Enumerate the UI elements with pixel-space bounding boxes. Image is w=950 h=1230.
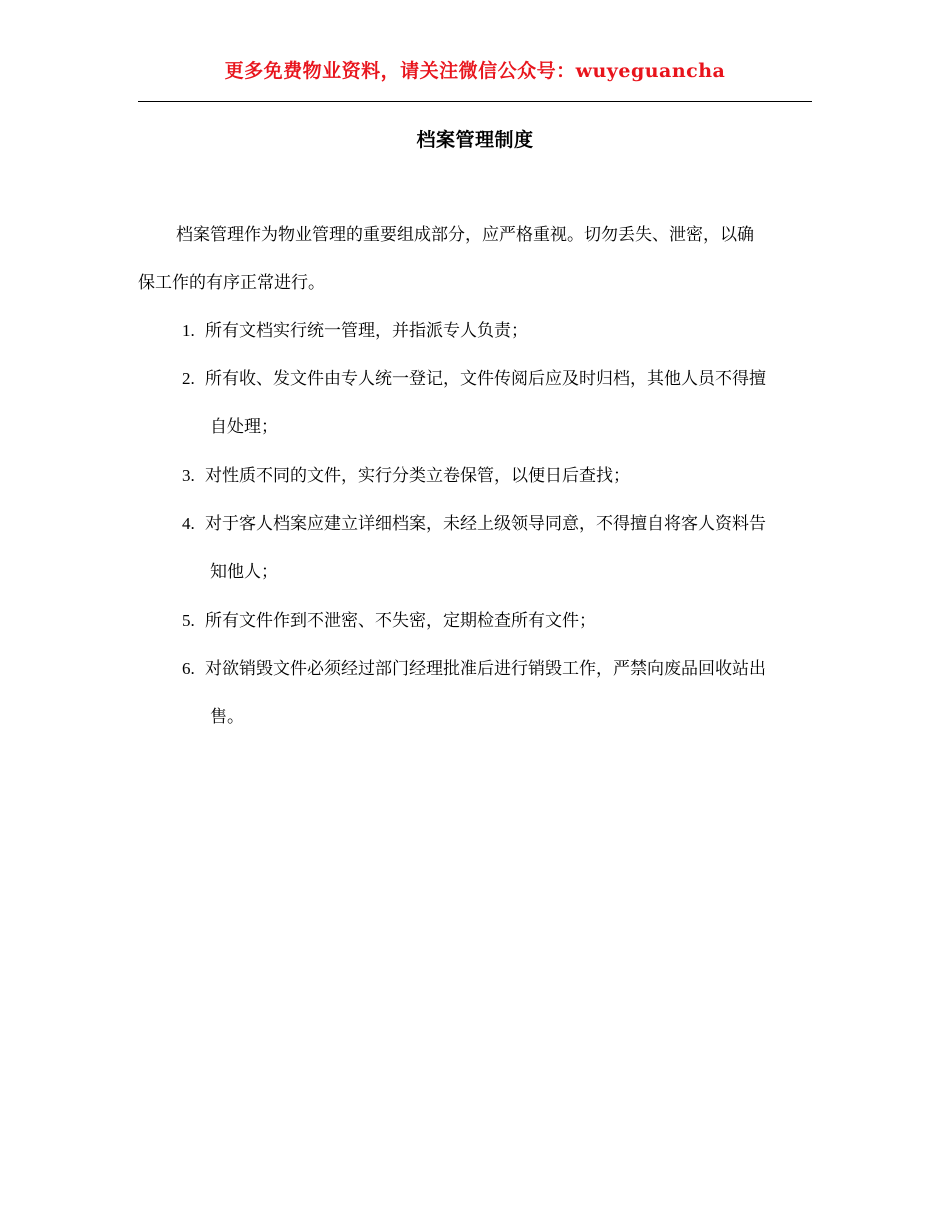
list-item-text: 所有文档实行统一管理，并指派专人负责； (205, 321, 528, 341)
list-item-text: 所有收、发文件由专人统一登记，文件传阅后应及时归档，其他人员不得擅 (205, 369, 766, 389)
list-item-text: 对于客人档案应建立详细档案，未经上级领导同意，不得擅自将客人资料告 (205, 514, 766, 534)
list-item-number: 4. (182, 514, 195, 533)
header-divider (138, 101, 812, 102)
list-item-number: 5. (182, 611, 195, 630)
list-item-text-continued: 售。 (210, 707, 244, 727)
intro-paragraph-line-1: 档案管理作为物业管理的重要组成部分，应严格重视。切勿丢失、泄密，以确 (176, 225, 754, 245)
list-item-number: 1. (182, 321, 195, 340)
list-item-text: 对性质不同的文件，实行分类立卷保管，以便日后查找； (205, 466, 630, 486)
document-title: 档案管理制度 (416, 129, 534, 151)
list-item-number: 3. (182, 466, 195, 485)
header-promo-text: 更多免费物业资料，请关注微信公众号：wuyeguancha (224, 60, 726, 82)
list-item (182, 307, 812, 355)
list-item (182, 355, 812, 451)
intro-paragraph-line-2: 保工作的有序正常进行。 (138, 273, 325, 293)
list-item (182, 500, 812, 596)
list-item-text-continued: 知他人； (210, 562, 278, 582)
list-item-text: 对欲销毁文件必须经过部门经理批准后进行销毁工作，严禁向废品回收站出 (205, 659, 766, 679)
list-item (182, 597, 812, 645)
list-item (182, 452, 812, 500)
list-item-text-continued: 自处理； (210, 417, 278, 437)
list-item (182, 645, 812, 741)
list-item-text: 所有文件作到不泄密、不失密，定期检查所有文件； (205, 611, 596, 631)
list-item-number: 2. (182, 369, 195, 388)
list-item-number: 6. (182, 659, 195, 678)
